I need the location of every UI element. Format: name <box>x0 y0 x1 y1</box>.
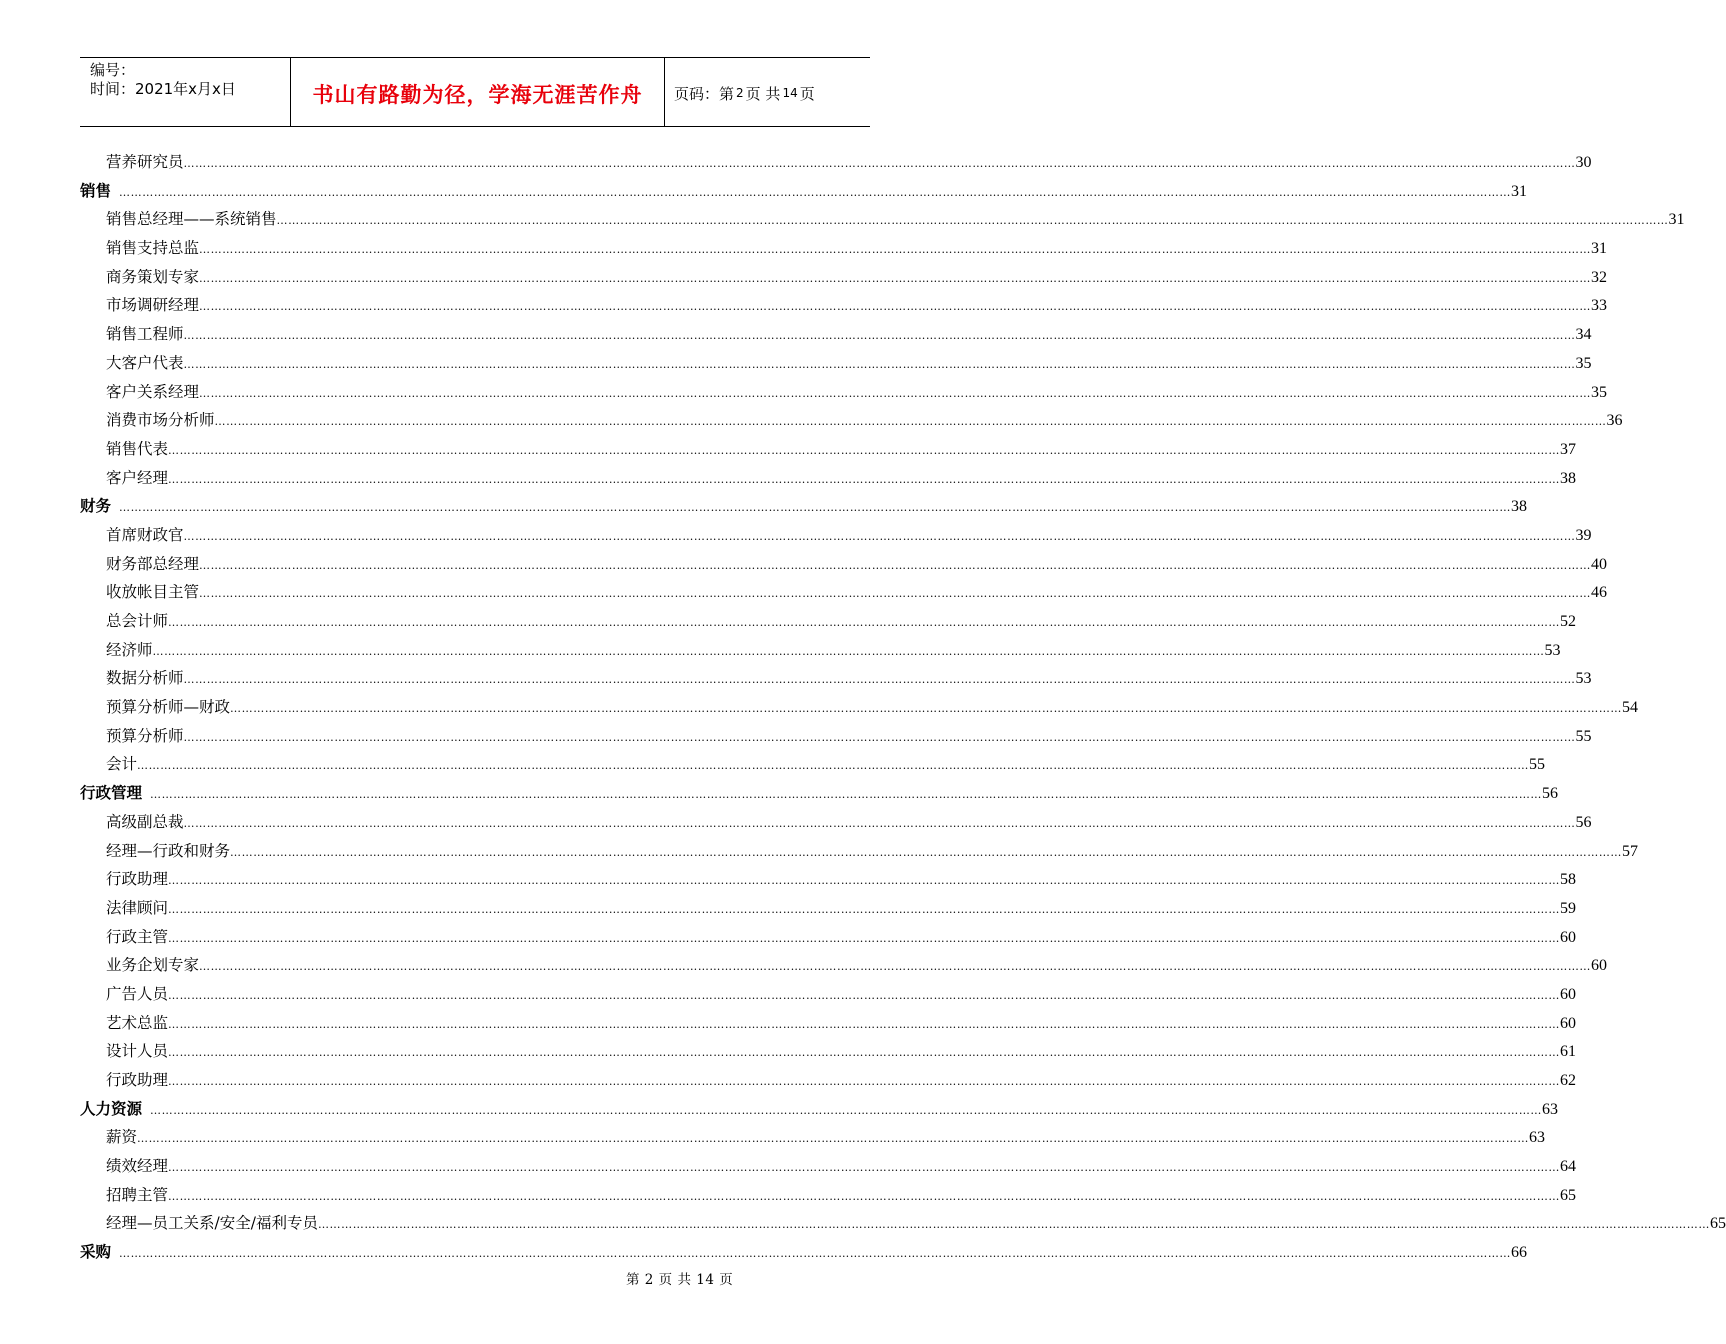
toc-entry[interactable] <box>80 894 1577 923</box>
toc-entry-page: 35 <box>1591 383 1608 401</box>
toc-section-entry[interactable] <box>80 1238 1528 1267</box>
table-of-contents <box>80 148 1726 1267</box>
toc-entry[interactable] <box>80 1066 1577 1095</box>
toc-entry-page: 55 <box>1529 756 1546 774</box>
document-time-label: 时间：2021年x月x日 <box>90 80 236 98</box>
toc-entry[interactable] <box>80 980 1577 1009</box>
toc-dot-leader: ……………………………………………………………………………………………………………………………………………………………………………………………………………………………………………………………………………………………………………………………… <box>183 157 1576 170</box>
toc-section-entry[interactable] <box>80 177 1528 206</box>
toc-dot-leader: ……………………………………………………………………………………………………………………………………………………………………………………………………………………………………………………………………………………………………………………………… <box>137 759 1530 773</box>
toc-entry-label: 薪资 <box>106 1128 138 1147</box>
toc-entry-label: 招聘主管 <box>106 1185 169 1204</box>
header-meta <box>80 58 291 126</box>
toc-entry-label: 财务部总经理 <box>106 554 200 573</box>
toc-entry[interactable] <box>80 693 1639 722</box>
toc-entry[interactable] <box>80 837 1639 866</box>
toc-entry-page: 61 <box>1560 1043 1577 1061</box>
toc-entry-label: 人力资源 <box>80 1099 143 1118</box>
toc-entry-label: 艺术总监 <box>106 1013 169 1032</box>
toc-dot-leader: ……………………………………………………………………………………………………………………………………………………………………………………………………………………………………………………………………………………………………………………………… <box>317 1218 1710 1232</box>
toc-entry[interactable] <box>80 550 1608 579</box>
toc-entry[interactable] <box>80 349 1592 378</box>
toc-dot-leader: ……………………………………………………………………………………………………………………………………………………………………………………………………………………………………………………………………………………………………………………………… <box>183 816 1576 830</box>
toc-entry-page: 64 <box>1560 1158 1577 1176</box>
toc-entry[interactable] <box>80 578 1608 607</box>
toc-entry[interactable] <box>80 750 1546 779</box>
page-current: 2 <box>736 86 744 100</box>
toc-section-entry[interactable] <box>80 1095 1559 1124</box>
toc-entry-page: 53 <box>1575 670 1592 688</box>
toc-entry-page: 60 <box>1560 928 1577 946</box>
toc-entry-label: 销售总经理——系统销售 <box>106 210 277 229</box>
toc-entry[interactable] <box>80 1152 1577 1181</box>
toc-entry-label: 大客户代表 <box>106 353 184 372</box>
toc-dot-leader: ……………………………………………………………………………………………………………………………………………………………………………………………………………………………………………………………………………………………………………………………… <box>168 1161 1561 1175</box>
toc-dot-leader: ……………………………………………………………………………………………………………………………………………………………………………………………………………………………………………………………………………………………………………………………… <box>183 730 1576 744</box>
toc-dot-leader: ……………………………………………………………………………………………………………………………………………………………………………………………………………………………………………………………………………………………………………………………… <box>119 185 1512 199</box>
toc-dot-leader: ……………………………………………………………………………………………………………………………………………………………………………………………………………………………………………………………………………………………………………………………… <box>183 357 1576 371</box>
toc-entry[interactable] <box>80 378 1608 407</box>
toc-entry[interactable] <box>80 205 1685 234</box>
toc-entry-label: 消费市场分析师 <box>106 411 215 430</box>
toc-entry-label: 商务策划专家 <box>106 267 200 286</box>
header-motto: 书山有路勤为径，学海无涯苦作舟 <box>291 58 665 126</box>
toc-dot-leader: ……………………………………………………………………………………………………………………………………………………………………………………………………………………………………………………………………………………………………………………………… <box>137 1132 1530 1146</box>
toc-entry-page: 58 <box>1560 871 1577 889</box>
page-mid: 页 共 <box>745 84 781 103</box>
toc-entry-label: 预算分析师 <box>106 726 184 745</box>
toc-entry[interactable] <box>80 263 1608 292</box>
toc-entry[interactable] <box>80 406 1623 435</box>
toc-dot-leader: ……………………………………………………………………………………………………………………………………………………………………………………………………………………………………………………………………………………………………………………………… <box>199 271 1592 285</box>
toc-dot-leader: ……………………………………………………………………………………………………………………………………………………………………………………………………………………………………………………………………………………………………………………………… <box>168 902 1561 916</box>
toc-entry[interactable] <box>80 1181 1577 1210</box>
toc-dot-leader: ……………………………………………………………………………………………………………………………………………………………………………………………………………………………………………………………………………………………………………………………… <box>168 1075 1561 1088</box>
toc-entry-page: 57 <box>1622 842 1639 860</box>
toc-dot-leader: ……………………………………………………………………………………………………………………………………………………………………………………………………………………………………………………………………………………………………………………………… <box>230 702 1623 716</box>
toc-dot-leader: ……………………………………………………………………………………………………………………………………………………………………………………………………………………………………………………………………………………………………………………………… <box>199 558 1592 572</box>
toc-entry[interactable] <box>80 664 1592 693</box>
toc-section-entry[interactable] <box>80 779 1559 808</box>
toc-entry-label: 行政助理 <box>106 870 169 889</box>
toc-entry-label: 行政管理 <box>80 784 143 803</box>
toc-entry[interactable] <box>80 148 1592 177</box>
toc-entry-page: 55 <box>1575 727 1592 745</box>
toc-entry-page: 39 <box>1575 526 1592 544</box>
toc-entry-label: 销售工程师 <box>106 325 184 344</box>
toc-entry-page: 63 <box>1529 1129 1546 1147</box>
toc-entry-page: 30 <box>1575 154 1592 171</box>
toc-dot-leader: ……………………………………………………………………………………………………………………………………………………………………………………………………………………………………………………………………………………………………………………………… <box>168 1189 1561 1203</box>
toc-entry-page: 38 <box>1560 469 1577 487</box>
toc-dot-leader: ……………………………………………………………………………………………………………………………………………………………………………………………………………………………………………………………………………………………………………………………… <box>168 988 1561 1002</box>
page-prefix: 页码：第 <box>674 84 735 103</box>
toc-dot-leader: ……………………………………………………………………………………………………………………………………………………………………………………………………………………………………………………………………………………………………………………………… <box>168 472 1561 486</box>
toc-entry-page: 33 <box>1591 297 1608 315</box>
toc-entry-page: 37 <box>1560 440 1577 458</box>
toc-entry[interactable] <box>80 1123 1546 1152</box>
toc-dot-leader: ……………………………………………………………………………………………………………………………………………………………………………………………………………………………………………………………………………………………………………………………… <box>168 1046 1561 1060</box>
toc-dot-leader: ……………………………………………………………………………………………………………………………………………………………………………………………………………………………………………………………………………………………………………………………… <box>119 1247 1512 1261</box>
toc-entry-page: 32 <box>1591 268 1608 286</box>
toc-entry-label: 数据分析师 <box>106 669 184 688</box>
toc-entry-page: 53 <box>1544 641 1561 659</box>
toc-entry-label: 绩效经理 <box>106 1157 169 1176</box>
toc-dot-leader: ……………………………………………………………………………………………………………………………………………………………………………………………………………………………………………………………………………………………………………………………… <box>199 386 1592 400</box>
toc-entry-label: 总会计师 <box>106 612 169 630</box>
toc-entry[interactable] <box>80 722 1592 751</box>
toc-entry-page: 34 <box>1575 326 1592 344</box>
toc-entry-label: 收放帐目主管 <box>106 583 200 602</box>
toc-dot-leader: ……………………………………………………………………………………………………………………………………………………………………………………………………………………………………………………………………………………………………………………………… <box>183 529 1576 543</box>
toc-entry-label: 经济师 <box>106 640 153 659</box>
toc-entry[interactable] <box>80 1009 1577 1038</box>
toc-entry-page: 60 <box>1591 957 1608 975</box>
toc-entry[interactable] <box>80 435 1577 464</box>
toc-entry-label: 客户经理 <box>106 468 169 487</box>
toc-entry-label: 营养研究员 <box>106 153 184 171</box>
toc-entry-page: 36 <box>1606 412 1623 430</box>
toc-entry-label: 经理—员工关系/安全/福利专员 <box>106 1214 318 1233</box>
toc-dot-leader: ……………………………………………………………………………………………………………………………………………………………………………………………………………………………………………………………………………………………………………………………… <box>199 587 1592 601</box>
toc-entry-page: 35 <box>1575 354 1592 372</box>
toc-entry-label: 经理—行政和财务 <box>106 841 231 860</box>
toc-entry-page: 62 <box>1560 1072 1577 1089</box>
toc-entry-page: 31 <box>1668 211 1685 229</box>
toc-entry-page: 56 <box>1575 813 1592 831</box>
toc-entry-label: 广告人员 <box>106 984 169 1003</box>
toc-entry-label: 销售 <box>80 181 112 200</box>
toc-entry-page: 56 <box>1542 785 1559 803</box>
toc-entry[interactable] <box>80 464 1577 493</box>
toc-entry[interactable] <box>80 1037 1577 1066</box>
toc-dot-leader: ……………………………………………………………………………………………………………………………………………………………………………………………………………………………………………………………………………………………………………………………… <box>230 845 1623 859</box>
document-number-label: 编号： <box>90 61 136 79</box>
toc-entry-label: 销售代表 <box>106 439 169 458</box>
toc-dot-leader: ……………………………………………………………………………………………………………………………………………………………………………………………………………………………………………………………………………………………………………………………… <box>168 443 1561 457</box>
toc-entry[interactable] <box>80 521 1592 550</box>
toc-entry-label: 销售支持总监 <box>106 239 200 258</box>
header-page-info <box>665 58 870 126</box>
toc-entry-label: 采购 <box>80 1243 112 1262</box>
toc-entry-label: 市场调研经理 <box>106 296 200 315</box>
toc-entry-page: 63 <box>1542 1100 1559 1118</box>
toc-entry-label: 行政助理 <box>106 1071 169 1089</box>
toc-entry[interactable] <box>80 865 1577 894</box>
toc-entry-label: 高级副总裁 <box>106 812 184 831</box>
toc-entry-label: 首席财政官 <box>106 525 184 544</box>
page-suffix: 页 <box>799 84 815 103</box>
toc-entry[interactable] <box>80 808 1592 837</box>
toc-dot-leader: ……………………………………………………………………………………………………………………………………………………………………………………………………………………………………………………………………………………………………………………………… <box>168 616 1561 629</box>
toc-entry-page: 65 <box>1709 1215 1726 1233</box>
toc-dot-leader: ……………………………………………………………………………………………………………………………………………………………………………………………………………………………………………………………………………………………………………………………… <box>152 644 1545 658</box>
toc-entry[interactable] <box>80 636 1561 665</box>
toc-section-entry[interactable] <box>80 492 1528 521</box>
toc-entry-page: 60 <box>1560 1014 1577 1032</box>
toc-entry-label: 预算分析师—财政 <box>106 698 231 717</box>
toc-dot-leader: ……………………………………………………………………………………………………………………………………………………………………………………………………………………………………………………………………………………………………………………………… <box>276 214 1669 228</box>
toc-entry-label: 法律顾问 <box>106 898 169 917</box>
toc-dot-leader: ……………………………………………………………………………………………………………………………………………………………………………………………………………………………………………………………………………………………………………………………… <box>199 243 1592 257</box>
toc-entry-page: 40 <box>1591 555 1608 573</box>
toc-dot-leader: ……………………………………………………………………………………………………………………………………………………………………………………………………………………………………………………………………………………………………………………………… <box>183 329 1576 343</box>
page-footer: 第 2 页 共 14 页 <box>626 1272 734 1288</box>
toc-entry-page: 31 <box>1591 240 1608 258</box>
toc-entry-label: 业务企划专家 <box>106 956 200 975</box>
toc-entry[interactable] <box>80 234 1608 263</box>
toc-dot-leader: ……………………………………………………………………………………………………………………………………………………………………………………………………………………………………………………………………………………………………………………………… <box>199 300 1592 314</box>
toc-dot-leader: ……………………………………………………………………………………………………………………………………………………………………………………………………………………………………………………………………………………………………………………………… <box>150 788 1543 802</box>
page-total: 14 <box>782 86 798 100</box>
toc-entry-page: 66 <box>1511 1244 1528 1262</box>
toc-dot-leader: ……………………………………………………………………………………………………………………………………………………………………………………………………………………………………………………………………………………………………………………………… <box>168 1017 1561 1031</box>
toc-entry-label: 财务 <box>80 497 112 516</box>
toc-entry-page: 52 <box>1560 613 1577 630</box>
toc-entry[interactable] <box>80 291 1608 320</box>
toc-entry[interactable] <box>80 607 1577 636</box>
toc-dot-leader: ……………………………………………………………………………………………………………………………………………………………………………………………………………………………………………………………………………………………………………………………… <box>199 960 1592 974</box>
page-header <box>80 57 870 127</box>
toc-entry-label: 设计人员 <box>106 1042 169 1061</box>
toc-dot-leader: ……………………………………………………………………………………………………………………………………………………………………………………………………………………………………………………………………………………………………………………………… <box>168 931 1561 945</box>
toc-entry[interactable] <box>80 320 1592 349</box>
toc-dot-leader: ……………………………………………………………………………………………………………………………………………………………………………………………………………………………………………………………………………………………………………………………… <box>150 1103 1543 1117</box>
toc-entry-page: 46 <box>1591 584 1608 602</box>
toc-entry-page: 38 <box>1511 498 1528 516</box>
toc-entry[interactable] <box>80 951 1608 980</box>
toc-dot-leader: ……………………………………………………………………………………………………………………………………………………………………………………………………………………………………………………………………………………………………………………………… <box>183 673 1576 687</box>
toc-entry-page: 65 <box>1560 1186 1577 1204</box>
toc-entry[interactable] <box>80 923 1577 952</box>
toc-entry-page: 54 <box>1622 699 1639 717</box>
toc-dot-leader: ……………………………………………………………………………………………………………………………………………………………………………………………………………………………………………………………………………………………………………………………… <box>214 415 1607 429</box>
toc-entry-page: 60 <box>1560 985 1577 1003</box>
toc-entry[interactable] <box>80 1209 1726 1238</box>
toc-entry-label: 客户关系经理 <box>106 382 200 401</box>
toc-entry-label: 行政主管 <box>106 927 169 946</box>
toc-dot-leader: ……………………………………………………………………………………………………………………………………………………………………………………………………………………………………………………………………………………………………………………………… <box>168 874 1561 888</box>
toc-entry-page: 59 <box>1560 899 1577 917</box>
toc-entry-label: 会计 <box>106 755 138 774</box>
toc-dot-leader: ……………………………………………………………………………………………………………………………………………………………………………………………………………………………………………………………………………………………………………………………… <box>119 501 1512 515</box>
toc-entry-page: 31 <box>1511 182 1528 200</box>
